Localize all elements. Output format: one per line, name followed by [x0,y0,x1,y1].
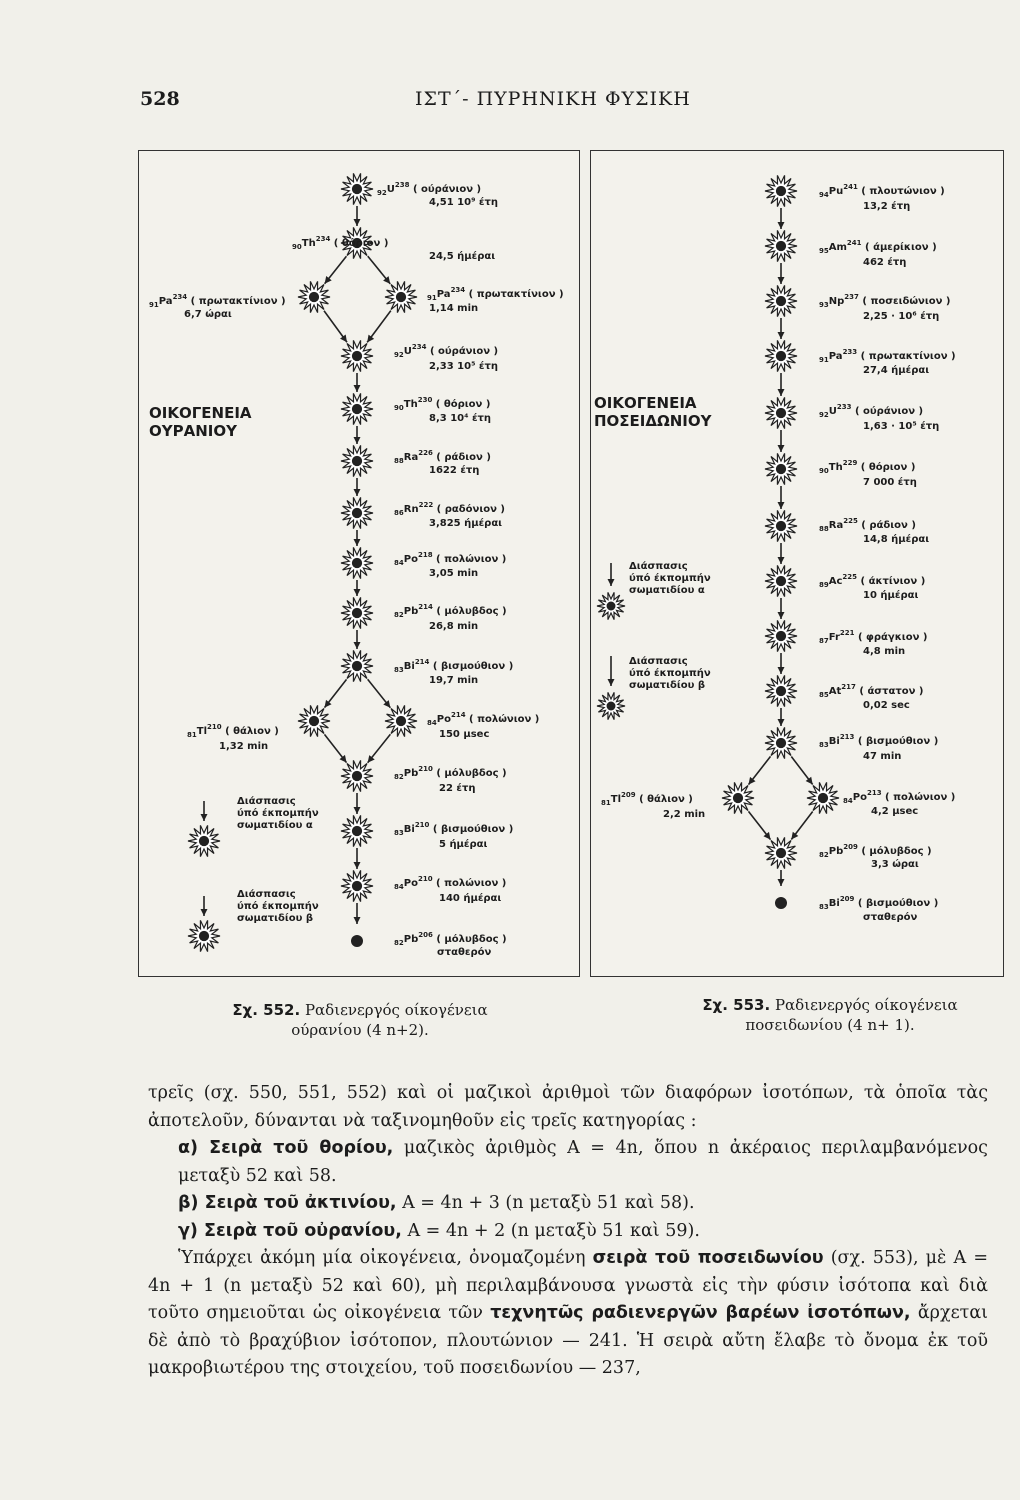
decay-arrow [354,478,361,496]
half-life: 3,3 ώραι [871,859,919,870]
decay-arrow [778,653,785,674]
decay-arrow [791,757,812,785]
element-name: ( πρωτακτίνιον ) [465,289,564,300]
atomic-number: 90 [819,467,829,475]
neptunium-family-figure [590,150,1004,977]
radioactive-nucleus-icon [298,281,330,312]
paragraph-2: Ὑπάρχει ἀκόμη μία οἰκογένεια, ὀνομαζομένη σειρὰ τοῦ ποσειδωνίου (σχ. 553), μὲ Α = 4n + 1 (n μεταξὺ 52 καὶ 60), μὴ περιλαμβάνουσα γνωστὰ εἰς τὴν φύσιν ἰσότοπα καὶ διὰ τοῦτο σημειοῦται ὡς οἰκογένεια τῶν τεχνητῶς ραδιενεργῶν βαρέων ἰσοτόπων, ἄρχεται δὲ ἀπὸ τὸ βραχύβιον ἰσότοπον, πλουτώνιον — 241. Ἡ σειρὰ αὔτη ἔλαβε τὸ ὄνομα ἐκ τοῦ μακροβιωτέρου της στοιχείου, τοῦ ποσειδωνίου — 237, [148,1248,988,1378]
half-life: σταθερόν [863,912,918,923]
mass-number: 210 [207,723,222,731]
half-life: 5 ήμέραι [439,839,488,850]
half-life: 1622 έτη [429,465,480,476]
element-name: ( ράδιον ) [857,520,916,531]
nuclide-label [819,515,916,535]
mass-number: 209 [843,843,858,851]
half-life: 1,14 min [429,303,479,314]
nuclide-label [394,819,513,839]
element-symbol: Th [403,399,418,410]
element-name: ( θόριον ) [330,238,389,249]
element-name: ( ούράνιον ) [409,184,482,195]
decay-arrow [354,903,361,924]
decay-arrow [354,206,361,226]
element-symbol: Pa [158,296,173,307]
element-symbol: Ra [828,520,844,531]
element-name: ( άκτίνιον ) [857,576,926,587]
mass-number: 221 [839,629,855,637]
mass-number: 233 [842,348,858,356]
element-name: ( πρωτακτίνιον ) [187,296,286,307]
element-name: ( πρωτακτίνιον ) [857,351,956,362]
mass-number: 209 [621,791,636,799]
nuclide-label [819,237,937,257]
element-symbol: Ra [403,452,419,463]
decay-arrow [324,734,346,762]
neptunium-family-title: ΟΙΚΟΓΕΝΕΙΑ ΠΟΣΕΙΔΩΝΙΟΥ [594,394,712,430]
decay-arrow [354,848,361,869]
nuclide-label [819,841,932,861]
half-life: 1,32 min [219,741,269,752]
decay-arrow [748,756,770,784]
decay-arrow [354,426,361,444]
atomic-number: 91 [427,294,437,302]
running-title: ΙΣΤ΄- ΠΥΡΗΝΙΚΗ ΦΥΣΙΚΗ [415,88,691,110]
element-name: ( ούράνιον ) [426,346,499,357]
element-symbol: Po [436,714,451,725]
atomic-number: 82 [394,773,404,781]
radioactive-nucleus-icon [765,175,797,206]
mass-number: 218 [417,551,433,559]
decay-arrow [778,318,785,339]
element-name: ( ούράνιον ) [851,406,924,417]
atomic-number: 84 [394,883,404,891]
element-symbol: U [386,184,395,195]
element-name: ( άστατον ) [855,686,924,697]
half-life: 8,3 10⁴ έτη [429,413,492,424]
decay-arrow [778,543,785,564]
nuclide-label [427,709,539,729]
paragraph-1: τρεῖς (σχ. 550, 551, 552) καὶ οἱ μαζικοὶ ἀριθμοὶ τῶν διαφόρων ἰσοτόπων, τὰ ὁποῖα τὰς ἀποτελοῦν, δύνανται νὰ ταξινομηθοῦν εἰς τρεῖς κατηγορίας : [148,1083,988,1131]
element-symbol: Pu [828,186,844,197]
half-life: 6,7 ώραι [184,309,232,320]
figure-552-caption: Σχ. 552. Ραδιενεργός οίκογένεια ούρανίου (4 n+2). [232,1001,488,1039]
element-name: ( θάλιον ) [635,794,693,805]
element-symbol: Pa [828,351,843,362]
nuclide-label [819,681,923,701]
element-symbol: Tl [196,726,207,737]
half-life: 1,63 · 10⁵ έτη [863,421,940,432]
atomic-number: 82 [394,939,404,947]
element-symbol: Np [828,296,845,307]
radioactive-nucleus-icon [765,565,797,596]
element-symbol: Am [828,242,847,253]
mass-number: 210 [414,821,430,829]
element-name: ( βισμούθιον ) [854,898,939,909]
atomic-number: 88 [394,457,404,465]
atomic-number: 93 [819,301,829,309]
element-symbol: Rn [403,504,419,515]
nuclide-label [819,291,950,311]
element-name: ( μόλυβδος ) [432,768,507,779]
radioactive-nucleus-icon [765,285,797,316]
element-symbol: Pa [436,289,451,300]
radioactive-nucleus-icon [765,675,797,706]
stable-nucleus-icon [351,935,363,947]
element-symbol: U [828,406,837,417]
radioactive-nucleus-icon [341,497,373,528]
atomic-number: 84 [394,559,404,567]
element-symbol: At [828,686,842,697]
atomic-number: 84 [843,797,853,805]
half-life: 150 μsec [439,729,490,740]
nuclide-label [394,447,491,467]
atomic-number: 95 [819,247,829,255]
element-symbol: U [403,346,412,357]
radioactive-nucleus-icon [765,837,797,868]
half-life: 27,4 ήμέραι [863,365,930,376]
beta-legend-icon [597,692,625,719]
decay-arrow [354,373,361,392]
element-symbol: Po [403,554,418,565]
mass-number: 225 [842,573,858,581]
mass-number: 234 [411,343,427,351]
nuclide-label [394,549,506,569]
radioactive-nucleus-icon [765,620,797,651]
radioactive-nucleus-icon [722,782,754,813]
mass-number: 210 [417,875,433,883]
element-symbol: Bi [828,736,840,747]
decay-arrow [354,793,361,814]
mass-number: 214 [418,603,433,611]
atomic-number: 88 [819,525,829,533]
nuclide-label [394,763,507,783]
radioactive-nucleus-icon [765,230,797,261]
half-life: 0,02 sec [863,700,910,711]
atomic-number: 84 [427,719,437,727]
nuclide-label [394,499,505,519]
mass-number: 214 [414,658,430,666]
half-life: 26,8 min [429,621,479,632]
atomic-number: 92 [377,189,387,197]
decay-arrow [368,256,391,284]
decay-arrow [778,263,785,284]
decay-arrow [778,870,785,886]
atomic-number: 89 [819,581,829,589]
element-name: ( μόλυβδος ) [857,846,932,857]
mass-number: 230 [417,396,433,404]
element-name: ( βισμούθιον ) [429,661,514,672]
element-name: ( βισμούθιον ) [429,824,514,835]
element-symbol: Pb [828,846,844,857]
atomic-number: 91 [819,356,829,364]
radioactive-nucleus-icon [341,547,373,578]
decay-arrow [324,311,347,343]
nuclide-label [819,731,938,751]
element-symbol: Tl [610,794,621,805]
half-life: 19,7 min [429,675,479,686]
half-life: 4,2 μsec [871,806,919,817]
mass-number: 213 [866,789,882,797]
element-symbol: Pb [403,606,419,617]
stable-nucleus-icon [775,897,787,909]
page-header [130,88,890,118]
nuclide-label [149,291,286,311]
element-symbol: Bi [403,661,415,672]
half-life: 4,51 10⁹ έτη [429,197,498,208]
mass-number: 226 [418,449,433,457]
mass-number: 213 [839,733,855,741]
decay-arrow [368,734,391,762]
element-symbol: Pb [403,768,419,779]
half-life: 10 ήμέραι [863,590,919,601]
element-name: ( μόλυβδος ) [432,606,507,617]
half-life: 47 min [863,751,902,762]
element-symbol: Po [852,792,867,803]
half-life: 3,05 min [429,568,479,579]
page-number: 528 [140,88,180,110]
decay-arrow [325,256,347,283]
atomic-number: 91 [149,301,159,309]
element-name: ( θόριον ) [857,462,916,473]
radioactive-nucleus-icon [807,782,839,813]
nuclide-label [819,346,956,366]
element-symbol: Po [403,878,418,889]
radioactive-nucleus-icon [385,281,417,312]
decay-arrow [354,530,361,546]
atomic-number: 87 [819,637,829,645]
decay-arrow [748,811,770,839]
nuclide-label [819,457,915,477]
decay-arrow [354,630,361,649]
radioactive-nucleus-icon [341,393,373,424]
nuclide-label [819,571,925,591]
element-name: ( θόριον ) [432,399,491,410]
mass-number: 234 [450,286,466,294]
mass-number: 225 [843,517,858,525]
radioactive-nucleus-icon [341,650,373,681]
element-name: ( θάλιον ) [221,726,279,737]
atomic-number: 81 [187,731,197,739]
nuclide-label [394,929,507,949]
element-name: ( άμερίκιον ) [861,242,937,253]
radioactive-nucleus-icon [341,597,373,628]
radioactive-nucleus-icon [385,705,417,736]
element-symbol: Th [828,462,843,473]
mass-number: 206 [418,931,433,939]
element-name: ( πολώνιον ) [432,554,507,565]
element-name: ( ποσειδώνιον ) [858,296,951,307]
mass-number: 237 [844,293,859,301]
body-text [148,1080,988,1383]
beta-legend-icon [188,920,220,951]
element-name: ( βισμούθιον ) [854,736,939,747]
atomic-number: 83 [394,829,404,837]
radioactive-nucleus-icon [341,173,373,204]
decay-arrow [778,708,785,726]
half-life: 24,5 ήμέραι [429,251,496,262]
element-name: ( πολώνιον ) [465,714,540,725]
mass-number: 234 [172,293,188,301]
half-life: 3,825 ήμέραι [429,518,503,529]
element-name: ( ράδιον ) [432,452,491,463]
radioactive-nucleus-icon [341,445,373,476]
atomic-number: 90 [292,243,302,251]
half-life: 22 έτη [439,783,476,794]
radioactive-nucleus-icon [341,760,373,791]
atomic-number: 92 [819,411,829,419]
atomic-number: 83 [819,903,829,911]
decay-arrow [778,208,785,229]
decay-arrow [324,679,346,707]
decay-arrow [367,311,391,343]
half-life: 13,2 έτη [863,201,911,212]
mass-number: 210 [418,765,433,773]
decay-arrow [778,373,785,396]
element-symbol: Bi [828,898,840,909]
atomic-number: 83 [819,741,829,749]
element-name: ( ραδόνιον ) [433,504,505,515]
atomic-number: 86 [394,509,404,517]
mass-number: 229 [842,459,858,467]
uranium-legend-alpha: Διάσπασις ύπό έκπομπήν σωματιδίου α [237,796,319,831]
list-item-uranium: γ) Σειρὰ τοῦ οὐρανίου, Α = 4n + 2 (n μεταξὺ 51 καὶ 59). [178,1220,700,1241]
nuclide-label [843,787,955,807]
nuclide-label [819,401,923,421]
nuclide-label [819,181,945,201]
atomic-number: 94 [819,191,829,199]
uranium-family-figure [138,150,580,977]
mass-number: 222 [418,501,434,509]
neptunium-legend-alpha: Διάσπασις ύπό έκπομπήν σωματιδίου α [629,561,711,596]
half-life: σταθερόν [437,947,492,958]
half-life: 2,25 · 10⁶ έτη [863,311,940,322]
uranium-decay-chain [139,151,579,976]
radioactive-nucleus-icon [341,870,373,901]
decay-arrow [368,679,391,707]
half-life: 140 ήμέραι [439,893,502,904]
nuclide-label [292,233,388,253]
mass-number: 209 [839,895,855,903]
element-symbol: Ac [828,576,843,587]
list-item-thorium: α) Σειρὰ τοῦ θορίου, μαζικὸς ἀριθμὸς Α = 4n, ὅπου n ἀκέραιος περιλαμβανόμενος μεταξὺ 52 καὶ 58. [178,1138,988,1186]
radioactive-nucleus-icon [341,340,373,371]
nuclide-label [601,789,693,809]
half-life: 2,2 min [663,809,706,820]
element-name: ( πολώνιον ) [432,878,507,889]
half-life: 2,33 10⁵ έτη [429,361,498,372]
nuclide-label [377,179,481,199]
mass-number: 234 [315,235,331,243]
atomic-number: 85 [819,691,829,699]
mass-number: 217 [841,683,856,691]
uranium-family-title: ΟΙΚΟΓΕΝΕΙΑ ΟΥΡΑΝΙΟΥ [149,404,252,440]
radioactive-nucleus-icon [298,705,330,736]
radioactive-nucleus-icon [765,510,797,541]
element-symbol: Th [301,238,316,249]
decay-arrow [778,598,785,619]
element-name: ( πολώνιον ) [881,792,956,803]
element-name: ( φράγκιον ) [854,632,928,643]
radioactive-nucleus-icon [765,727,797,758]
list-item-actinium: β) Σειρὰ τοῦ ἀκτινίου, Α = 4n + 3 (n μεταξὺ 51 καὶ 58). [178,1193,695,1213]
mass-number: 233 [836,403,852,411]
radioactive-nucleus-icon [765,453,797,484]
radioactive-nucleus-icon [765,340,797,371]
nuclide-label [187,721,279,741]
element-symbol: Fr [828,632,840,643]
element-symbol: Pb [403,934,419,945]
nuclide-label [427,284,564,304]
nuclide-label [394,341,498,361]
decay-arrow [778,430,785,452]
atomic-number: 82 [394,611,404,619]
atomic-number: 82 [819,851,829,859]
atomic-number: 83 [394,666,404,674]
half-life: 7 000 έτη [863,477,917,488]
nuclide-label [819,893,938,913]
mass-number: 241 [843,183,858,191]
nuclide-label [394,656,513,676]
decay-arrow [778,486,785,509]
atomic-number: 81 [601,799,611,807]
half-life: 14,8 ήμέραι [863,534,930,545]
mass-number: 238 [394,181,410,189]
decay-arrow [354,580,361,596]
mass-number: 241 [846,239,862,247]
atomic-number: 92 [394,351,404,359]
decay-arrow [791,812,812,840]
nuclide-label [394,873,506,893]
nuclide-label [394,394,490,414]
neptunium-legend-beta: Διάσπασις ύπό έκπομπήν σωματιδίου β [629,656,711,691]
element-name: ( πλουτώνιον ) [857,186,945,197]
nuclide-label [394,601,507,621]
mass-number: 214 [450,711,466,719]
atomic-number: 90 [394,404,404,412]
element-name: ( μόλυβδος ) [432,934,507,945]
radioactive-nucleus-icon [765,397,797,428]
figure-553-caption: Σχ. 553. Ραδιενεργός οίκογένεια ποσειδωνίου (4 n+ 1). [702,996,958,1034]
element-symbol: Bi [403,824,415,835]
uranium-legend-beta: Διάσπασις ύπό έκπομπήν σωματιδίου β [237,889,319,924]
half-life: 4,8 min [863,646,906,657]
half-life: 462 έτη [863,257,907,268]
radioactive-nucleus-icon [341,815,373,846]
nuclide-label [819,627,927,647]
